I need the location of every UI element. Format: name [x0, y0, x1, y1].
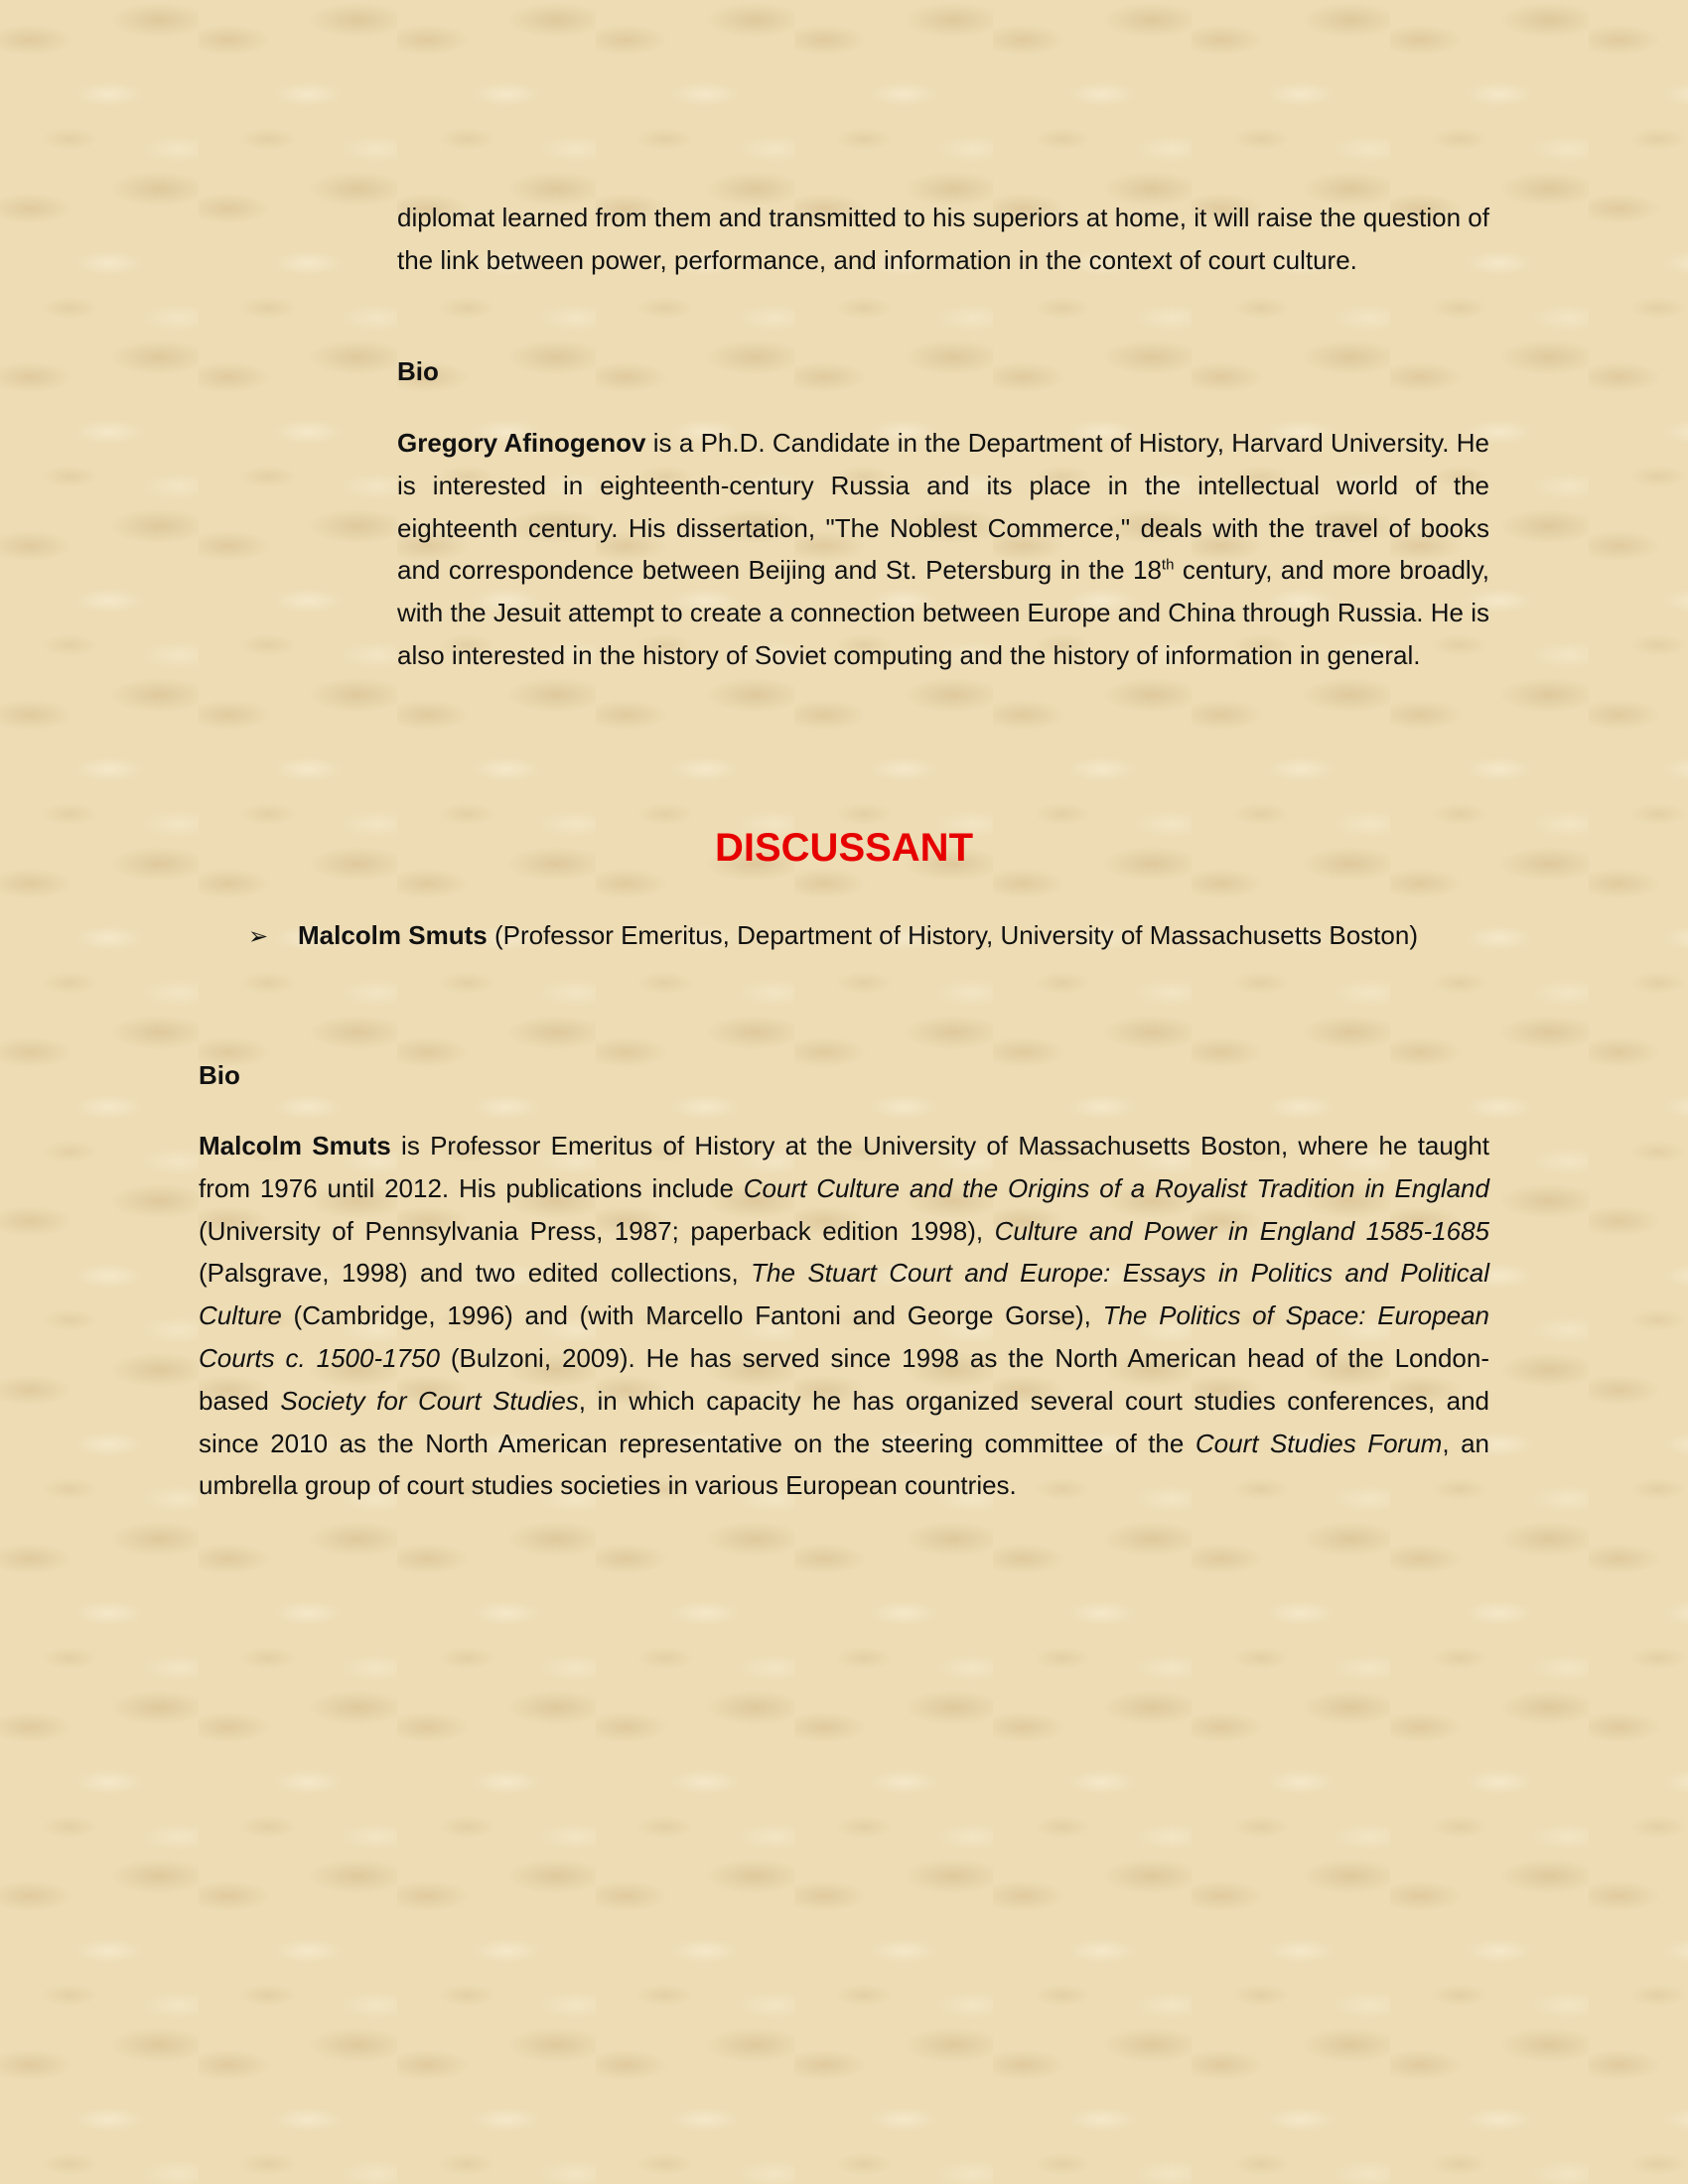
continuation-paragraph-block	[397, 197, 1489, 282]
bio-text: , an umbrella group of court studies societies in various European countries.	[199, 1428, 1489, 1501]
discussant-heading: DISCUSSANT	[714, 826, 974, 870]
book-title: Culture and Power in England 1585-1685	[994, 1215, 1489, 1246]
discussant-list-item	[248, 914, 1539, 958]
bio-text-part-2: century, and more broadly, with the Jesuit attempt to create a connection between Europe and China through Russia. He is also interested in the history of Soviet computing and the history of information in general.	[397, 555, 1489, 670]
bio-text-part-1: is a Ph.D. Candidate in the Department of History, Harvard University. He is interested in eighteenth-century Russia and its place in the intellectual world of the eighteenth century. His dissertation, "The Noblest Commerce," deals with the travel of books and correspondence between Beijing and St. Petersburg in the 18	[397, 428, 1489, 586]
bio-name-smuts: Malcolm Smuts	[199, 1131, 391, 1160]
bio-name-afinogenov: Gregory Afinogenov	[397, 428, 646, 458]
ordinal-superscript: th	[1161, 556, 1175, 574]
continuation-paragraph: diplomat learned from them and transmitted to his superiors at home, it will raise the question of the link between power, performance, and information in the context of court culture.	[397, 203, 1489, 275]
organization-name: Court Studies Forum	[1195, 1428, 1443, 1458]
discussant-affiliation: (Professor Emeritus, Department of History, University of Massachusetts Boston)	[487, 920, 1418, 950]
arrowhead-bullet-icon: ➢	[248, 923, 269, 950]
bio-afinogenov-block	[397, 422, 1489, 677]
bio-text: is Professor Emeritus of History at the University of Massachusetts Boston, where he taught from 1976 until 2012. His publications include	[199, 1131, 1489, 1203]
organization-name: Society for Court Studies	[280, 1385, 579, 1416]
bio-smuts-block	[199, 1125, 1489, 1507]
book-title: Court Culture and the Origins of a Royalist Tradition in England	[743, 1172, 1489, 1203]
bio-text: , in which capacity he has organized several court studies conferences, and since 2010 as the North American representative on the steering committee of the	[199, 1385, 1489, 1458]
discussant-name: Malcolm Smuts	[298, 920, 488, 950]
bio-text: (Cambridge, 1996) and (with Marcello Fantoni and George Gorse),	[281, 1300, 1103, 1331]
bio-label-afinogenov-block	[397, 350, 1489, 393]
book-title: The Politics of Space: European Courts c. 1500-1750	[199, 1300, 1489, 1373]
book-title: The Stuart Court and Europe: Essays in Politics and Political Culture	[199, 1258, 1489, 1331]
bio-label-smuts-block	[199, 1054, 1489, 1097]
bio-smuts-paragraph	[199, 1125, 1489, 1507]
bio-label-smuts: Bio	[199, 1060, 240, 1090]
bio-afinogenov-paragraph	[397, 422, 1489, 677]
bio-text: (University of Pennsylvania Press, 1987; paperback edition 1998),	[199, 1215, 995, 1246]
bio-label: Bio	[397, 356, 439, 386]
bio-text: (Palsgrave, 1998) and two edited collections,	[199, 1258, 752, 1289]
bio-text: (Bulzoni, 2009). He has served since 1998 as the North American head of the London-based	[199, 1342, 1490, 1416]
